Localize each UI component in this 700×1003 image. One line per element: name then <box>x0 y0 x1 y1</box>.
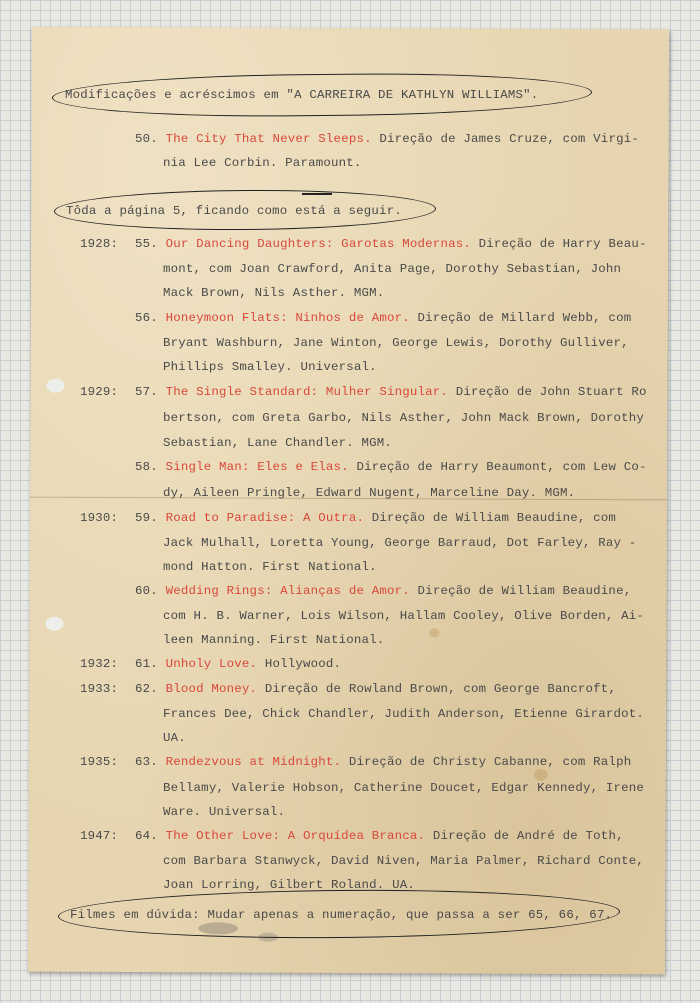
entry-continuation: com Barbara Stanwyck, David Niven, Maria Palmer, Richard Conte, <box>163 854 645 868</box>
entry-number: 61. <box>135 657 158 671</box>
entry-number: 57. <box>135 385 158 399</box>
entry-year: 1928: <box>80 237 119 251</box>
entry-number: 64. <box>135 829 158 843</box>
entry-title: The Other Love: A Orquídea Branca. <box>165 829 426 843</box>
entry-continuation: bertson, com Greta Garbo, Nils Asther, John Mack Brown, Dorothy <box>163 411 645 425</box>
entry-continuation: Mack Brown, Nils Asther. MGM. <box>163 286 385 300</box>
entry-title: Blood Money. <box>165 682 258 696</box>
list-item <box>80 237 647 251</box>
entry-title: Wedding Rings: Alianças de Amor. <box>165 584 410 598</box>
entry-text: Direção de William Beaudine, com <box>364 511 617 525</box>
entry-year: 1947: <box>80 829 119 843</box>
list-item <box>80 657 341 671</box>
entry-title: Rendezvous at Midnight. <box>165 755 342 769</box>
list-item <box>80 311 631 325</box>
entry-year: 1935: <box>80 755 119 769</box>
entry-continuation: Sebastian, Lane Chandler. MGM. <box>163 436 393 450</box>
punch-hole-bottom <box>45 617 63 631</box>
punch-hole-top <box>46 379 64 393</box>
entry-number: 62. <box>135 682 158 696</box>
entry-number: 60. <box>135 584 158 598</box>
entry-text: Direção de André de Toth, <box>425 829 624 843</box>
entry-continuation: dy, Aileen Pringle, Edward Nugent, Marceline Day. MGM. <box>163 486 576 500</box>
page-note: Tôda a página 5, ficando como está a seguir. <box>66 204 402 218</box>
entry-text: Direção de Rowland Brown, com George Bancroft, <box>257 682 617 696</box>
entry-continuation: Ware. Universal. <box>163 805 286 819</box>
entry-number: 56. <box>135 311 158 325</box>
list-item <box>80 511 616 525</box>
entry-continuation: mond Hatton. First National. <box>163 560 377 574</box>
entry-text: Direção de Millard Webb, com <box>409 311 632 325</box>
entry-50-line-2: nia Lee Corbin. Paramount. <box>163 156 362 170</box>
entry-number: 50. <box>135 132 158 146</box>
entry-title: The City That Never Sleeps. <box>165 132 372 146</box>
list-item <box>80 460 647 474</box>
entry-title: The Single Standard: Mulher Singular. <box>165 385 449 399</box>
footer-note: Filmes em dúvida: Mudar apenas a numeração, que passa a ser 65, 66, 67. <box>70 908 613 922</box>
entry-continuation: mont, com Joan Crawford, Anita Page, Dorothy Sebastian, John <box>163 262 622 276</box>
entry-text: Direção de Christy Cabanne, com Ralph <box>341 755 632 769</box>
entry-title: Honeymoon Flats: Ninhos de Amor. <box>165 311 410 325</box>
entry-title: Our Dancing Daughters: Garotas Modernas. <box>165 237 471 251</box>
entry-number: 63. <box>135 755 158 769</box>
list-item <box>80 829 624 843</box>
entry-continuation: leen Manning. First National. <box>163 633 385 647</box>
entry-text: Direção de Harry Beaumont, com Lew Co- <box>348 460 647 474</box>
entry-number: 55. <box>135 237 158 251</box>
pen-stroke <box>302 193 332 195</box>
entry-text: Direção de Harry Beau- <box>471 237 647 251</box>
entry-continuation: Bryant Washburn, Jane Winton, George Lewis, Dorothy Gulliver, <box>163 336 629 350</box>
entry-number: 58. <box>135 460 158 474</box>
entry-continuation: UA. <box>163 731 186 745</box>
entry-year: 1929: <box>80 385 119 399</box>
entry-text: Hollywood. <box>257 657 342 671</box>
list-item <box>80 385 647 399</box>
entry-year: 1933: <box>80 682 119 696</box>
entry-text: Direção de William Beaudine, <box>409 584 632 598</box>
entry-continuation: Bellamy, Valerie Hobson, Catherine Doucet, Edgar Kennedy, Irene <box>163 781 645 795</box>
entry-continuation: Phillips Smalley. Universal. <box>163 360 377 374</box>
entry-50-line <box>135 132 639 146</box>
entry-number: 59. <box>135 511 158 525</box>
entry-continuation: Jack Mulhall, Loretta Young, George Barraud, Dot Farley, Ray - <box>163 536 637 550</box>
entry-title: Unholy Love. <box>165 657 258 671</box>
entry-title: Single Man: Eles e Elas. <box>165 460 349 474</box>
entry-text: Direção de John Stuart Ro <box>448 385 647 399</box>
entry-year: 1930: <box>80 511 119 525</box>
list-item <box>80 755 631 769</box>
stain-spot <box>429 628 439 637</box>
header-note: Modificações e acréscimos em "A CARREIRA DE KATHLYN WILLIAMS". <box>65 88 539 102</box>
entry-title: Road to Paradise: A Outra. <box>165 511 365 525</box>
entry-continuation: Joan Lorring, Gilbert Roland. UA. <box>163 878 415 892</box>
entry-continuation: com H. B. Warner, Lois Wilson, Hallam Cooley, Olive Borden, Ai- <box>163 609 645 623</box>
stain-spot <box>534 769 548 781</box>
list-item <box>80 682 616 696</box>
entry-year: 1932: <box>80 657 119 671</box>
entry-continuation: Frances Dee, Chick Chandler, Judith Anderson, Etienne Girardot. <box>163 707 645 721</box>
entry-text: Direção de James Cruze, com Virgi- <box>371 132 639 146</box>
list-item <box>80 584 631 598</box>
